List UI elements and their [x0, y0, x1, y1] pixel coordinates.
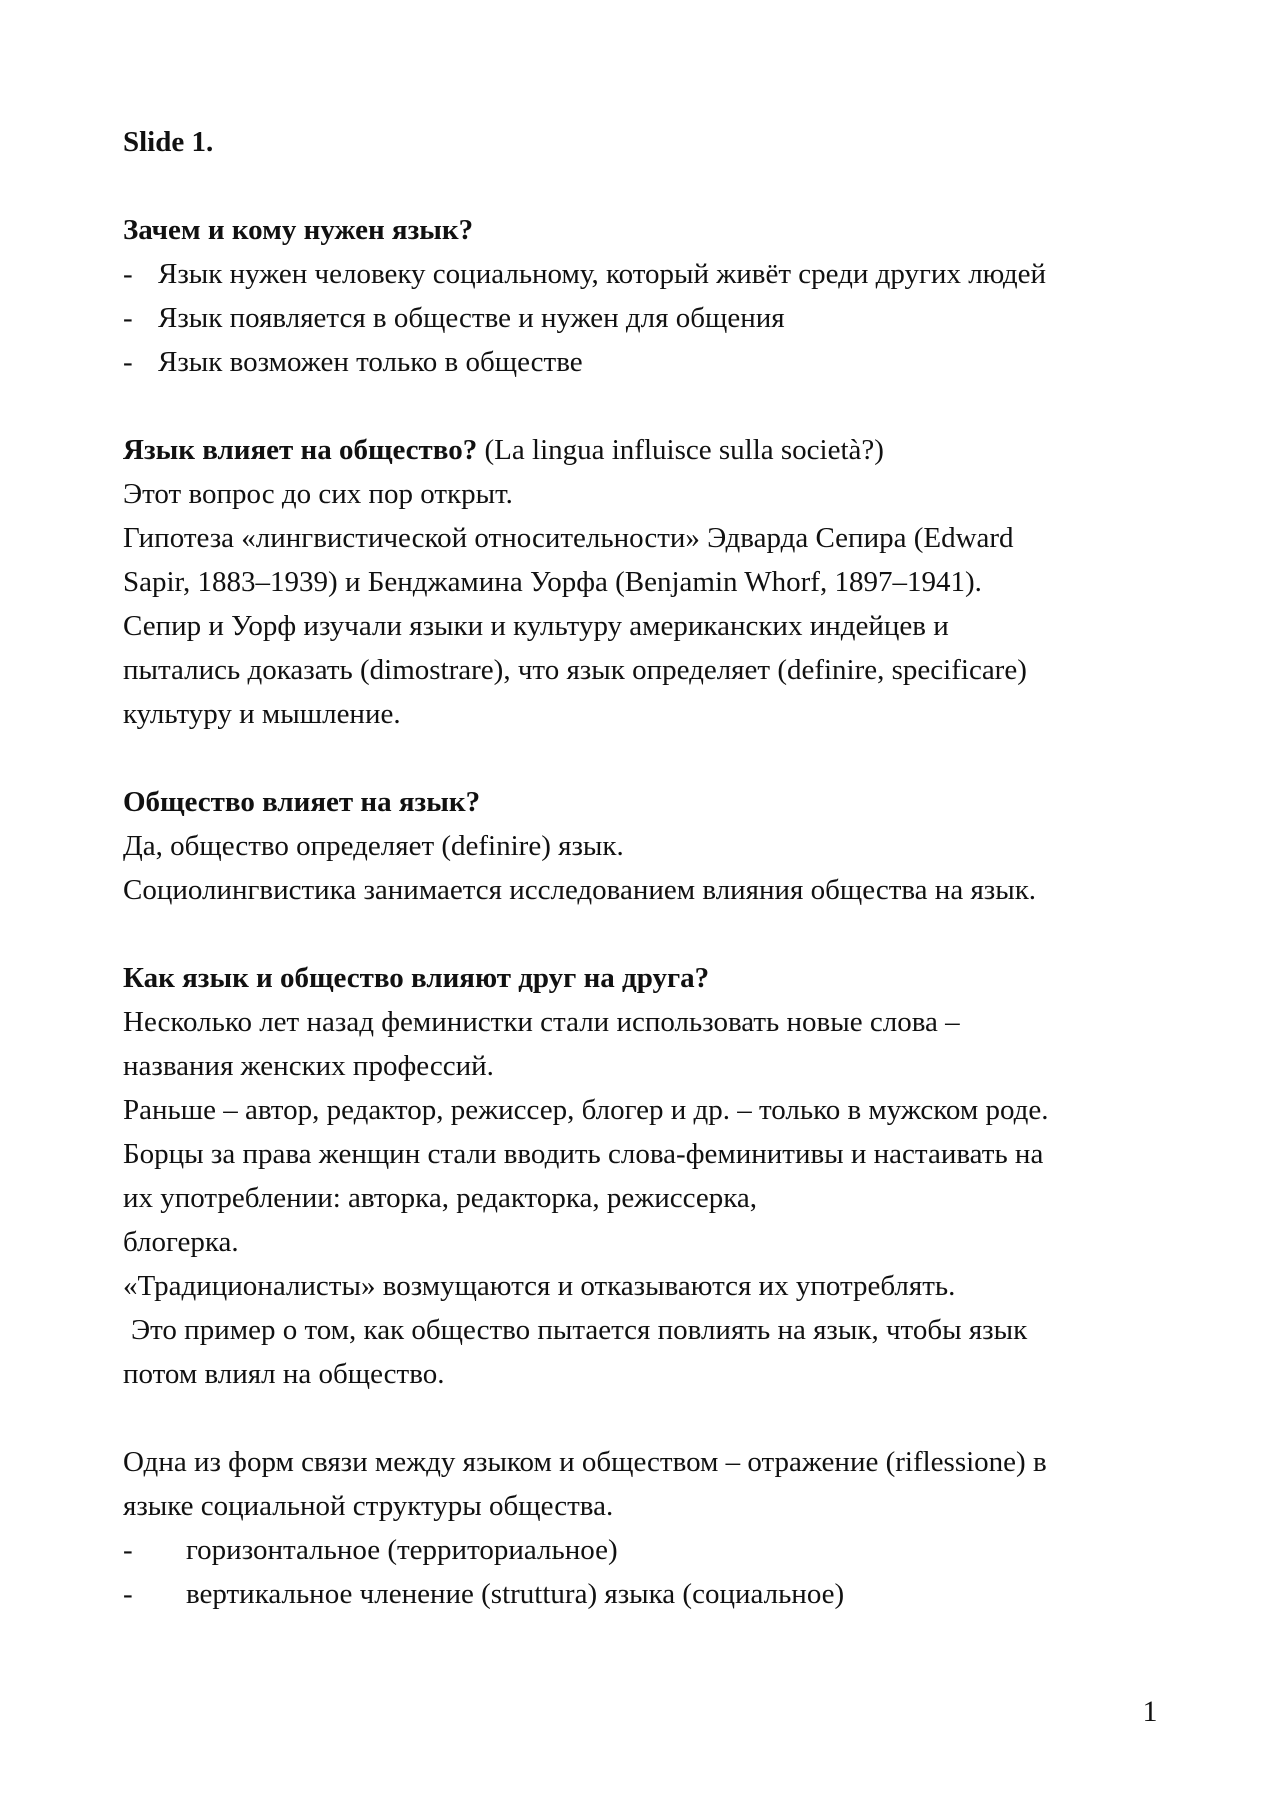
dash-bullet: -: [123, 346, 133, 378]
paragraph-line: пытались доказать (dimostrare), что язык определяет (definire, specificare): [123, 654, 1027, 686]
paragraph-line: Да, общество определяет (definire) язык.: [123, 830, 624, 862]
paragraph-line: Социолингвистика занимается исследованием влияния общества на язык.: [123, 874, 1037, 906]
spacer: [123, 164, 1183, 208]
section1-heading: Зачем и кому нужен язык?: [123, 214, 474, 246]
paragraph-line: потом влиял на общество.: [123, 1358, 445, 1390]
dash-bullet: -: [123, 1534, 133, 1566]
paragraph-line: Одна из форм связи между языком и обществом – отражение (riflessione) в: [123, 1446, 1047, 1478]
slide-label: Slide 1.: [123, 126, 214, 158]
paragraph-line: названия женских профессий.: [123, 1050, 494, 1082]
paragraph-line: Борцы за права женщин стали вводить слова-феминитивы и настаивать на: [123, 1138, 1044, 1170]
page-content: [123, 120, 1183, 1616]
section2-heading: Язык влияет на общество?: [123, 434, 478, 466]
dash-bullet: -: [123, 1578, 133, 1610]
paragraph-line: Этот вопрос до сих пор открыт.: [123, 478, 513, 510]
paragraph-line: Раньше – автор, редактор, режиссер, блогер и др. – только в мужском роде.: [123, 1094, 1049, 1126]
paragraph-line: блогерка.: [123, 1226, 239, 1258]
list-item: [123, 340, 1183, 384]
spacer: [123, 736, 1183, 780]
list-item: [123, 1528, 1183, 1572]
section3-heading: Общество влияет на язык?: [123, 786, 481, 818]
list-item: [123, 1572, 1183, 1616]
paragraph-line: языке социальной структуры общества.: [123, 1490, 614, 1522]
spacer: [123, 912, 1183, 956]
page-number: 1: [1142, 1695, 1158, 1728]
paragraph-line: культуру и мышление.: [123, 698, 401, 730]
list-item-text: Язык нужен человеку социальному, который живёт среди других людей: [158, 258, 1047, 290]
dash-bullet: -: [123, 258, 133, 290]
list-item-text: вертикальное членение (struttura) языка (социальное): [186, 1578, 845, 1610]
dash-bullet: -: [123, 302, 133, 334]
paragraph-line: Сепир и Уорф изучали языки и культуру американских индейцев и: [123, 610, 949, 642]
list-item-text: Язык возможен только в обществе: [158, 346, 583, 378]
spacer: [123, 1396, 1183, 1440]
section4-heading: Как язык и общество влияют друг на друга?: [123, 962, 710, 994]
paragraph-line: «Традиционалисты» возмущаются и отказываются их употреблять.: [123, 1270, 956, 1302]
list-item: [123, 296, 1183, 340]
paragraph-line: их употреблении: авторка, редакторка, режиссерка,: [123, 1182, 758, 1214]
section2-heading-line: [123, 428, 1183, 472]
spacer: [123, 384, 1183, 428]
paragraph-line: Это пример о том, как общество пытается повлиять на язык, чтобы язык: [131, 1314, 1028, 1346]
list-item: [123, 252, 1183, 296]
paragraph-line: Sapir, 1883–1939) и Бенджамина Уорфа (Benjamin Whorf, 1897–1941).: [123, 566, 982, 598]
list-item-text: Язык появляется в обществе и нужен для общения: [158, 302, 785, 334]
list-item-text: горизонтальное (территориальное): [186, 1534, 618, 1566]
paragraph-line: Несколько лет назад феминистки стали использовать новые слова –: [123, 1006, 960, 1038]
paragraph-line: Гипотеза «лингвистической относительности» Эдварда Сепира (Edward: [123, 522, 1014, 554]
section2-heading-note: (La lingua influisce sulla società?): [477, 434, 884, 466]
